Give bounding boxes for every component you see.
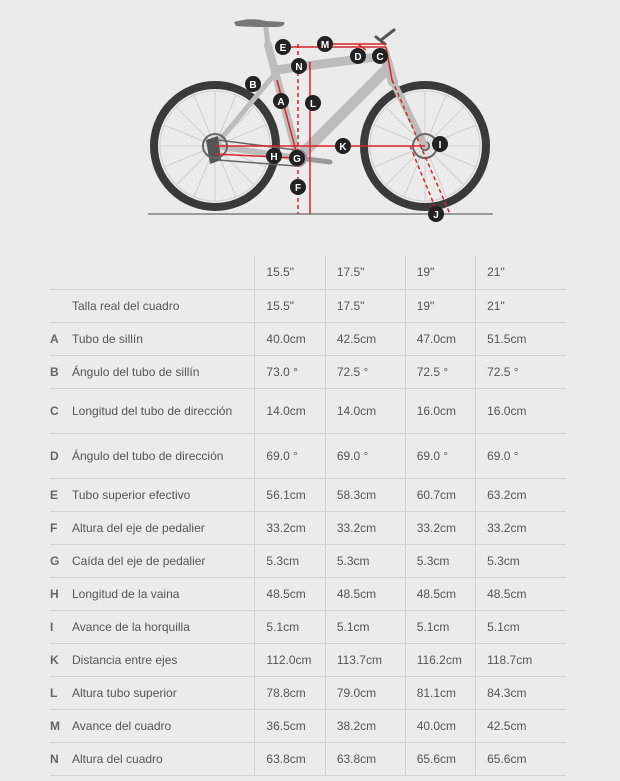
table-cell: 5.3cm — [255, 544, 325, 577]
table-row — [50, 322, 566, 355]
row-letter: F — [50, 520, 58, 535]
table-cell: 36.5cm — [255, 709, 325, 742]
table-cell: 15.5" — [255, 289, 325, 322]
marker-m — [317, 36, 333, 52]
table-cell: 72.5 ° — [476, 355, 566, 388]
row-name: Avance del cuadro — [72, 718, 172, 733]
geometry-table — [50, 256, 566, 776]
row-letter: I — [50, 619, 54, 634]
bike-geometry-diagram — [0, 0, 620, 230]
table-cell: 42.5cm — [476, 709, 566, 742]
table-row — [50, 544, 566, 577]
table-cell: 73.0 ° — [255, 355, 325, 388]
marker-j — [428, 206, 444, 222]
table-cell: 69.0 ° — [255, 433, 325, 478]
table-cell: 48.5cm — [405, 577, 475, 610]
table-row — [50, 742, 566, 775]
table-cell: 56.1cm — [255, 478, 325, 511]
table-cell: 14.0cm — [255, 388, 325, 433]
table-cell: 51.5cm — [476, 322, 566, 355]
row-letter: A — [50, 331, 59, 346]
row-name: Altura tubo superior — [72, 685, 177, 700]
row-label — [50, 433, 255, 478]
row-letter: L — [50, 685, 58, 700]
table-cell: 5.1cm — [325, 610, 405, 643]
row-letter: N — [50, 751, 59, 766]
marker-a — [273, 93, 289, 109]
table-cell: 38.2cm — [325, 709, 405, 742]
size-header: 19" — [405, 256, 475, 289]
row-name: Avance de la horquilla — [72, 619, 190, 634]
svg-text:L: L — [309, 99, 317, 110]
table-cell: 40.0cm — [405, 709, 475, 742]
table-cell: 78.8cm — [255, 676, 325, 709]
table-row — [50, 577, 566, 610]
table-cell: 33.2cm — [476, 511, 566, 544]
table-cell: 16.0cm — [476, 388, 566, 433]
table-cell: 17.5" — [325, 289, 405, 322]
table-cell: 5.1cm — [405, 610, 475, 643]
row-letter: K — [50, 652, 59, 667]
table-cell: 47.0cm — [405, 322, 475, 355]
table-row — [50, 511, 566, 544]
svg-text:C: C — [376, 52, 384, 63]
size-header: 21" — [476, 256, 566, 289]
marker-c — [372, 48, 388, 64]
svg-text:D: D — [354, 52, 362, 63]
table-row — [50, 676, 566, 709]
marker-b — [245, 76, 261, 92]
row-name: Longitud de la vaina — [72, 586, 180, 601]
row-label — [50, 544, 255, 577]
row-name: Distancia entre ejes — [72, 652, 178, 667]
marker-f — [290, 179, 306, 195]
row-name: Longitud del tubo de dirección — [72, 403, 233, 418]
svg-text:G: G — [293, 154, 301, 165]
svg-text:J: J — [433, 210, 439, 221]
row-letter: M — [50, 718, 60, 733]
table-cell: 112.0cm — [255, 643, 325, 676]
table-cell: 116.2cm — [405, 643, 475, 676]
marker-l — [305, 95, 321, 111]
row-label — [50, 511, 255, 544]
row-letter: C — [50, 403, 59, 418]
table-cell: 21" — [476, 289, 566, 322]
row-label — [50, 355, 255, 388]
row-name: Ángulo del tubo de sillín — [72, 364, 200, 379]
table-cell: 5.3cm — [325, 544, 405, 577]
marker-k — [335, 138, 351, 154]
size-header-row — [50, 256, 566, 289]
svg-text:B: B — [249, 80, 257, 91]
table-cell: 19" — [405, 289, 475, 322]
svg-text:N: N — [295, 62, 303, 73]
table-cell: 118.7cm — [476, 643, 566, 676]
row-name: Tubo superior efectivo — [72, 487, 191, 502]
svg-text:I: I — [438, 140, 442, 151]
table-cell: 65.6cm — [476, 742, 566, 775]
row-label — [50, 742, 255, 775]
row-name: Tubo de sillín — [72, 331, 143, 346]
chain-bottom — [218, 160, 296, 166]
row-letter: G — [50, 553, 60, 568]
table-cell: 5.3cm — [405, 544, 475, 577]
marker-h — [266, 148, 282, 164]
table-cell: 33.2cm — [405, 511, 475, 544]
table-cell: 58.3cm — [325, 478, 405, 511]
svg-text:K: K — [339, 142, 347, 153]
table-row — [50, 433, 566, 478]
table-cell: 72.5 ° — [325, 355, 405, 388]
table-cell: 79.0cm — [325, 676, 405, 709]
row-label — [50, 478, 255, 511]
handlebar — [376, 30, 394, 44]
table-cell: 16.0cm — [405, 388, 475, 433]
table-row — [50, 643, 566, 676]
row-letter: B — [50, 364, 59, 379]
table-cell: 69.0 ° — [476, 433, 566, 478]
row-label — [50, 322, 255, 355]
table-cell: 42.5cm — [325, 322, 405, 355]
table-cell: 48.5cm — [476, 577, 566, 610]
row-label — [50, 610, 255, 643]
table-row — [50, 388, 566, 433]
table-cell: 63.8cm — [255, 742, 325, 775]
table-cell: 40.0cm — [255, 322, 325, 355]
table-cell: 5.1cm — [255, 610, 325, 643]
table-cell: 60.7cm — [405, 478, 475, 511]
table-row — [50, 478, 566, 511]
row-name: Ángulo del tubo de dirección — [72, 448, 224, 463]
table-cell: 69.0 ° — [405, 433, 475, 478]
svg-text:E: E — [279, 43, 287, 54]
row-label — [50, 676, 255, 709]
table-cell: 33.2cm — [325, 511, 405, 544]
table-cell: 113.7cm — [325, 643, 405, 676]
svg-text:M: M — [320, 40, 330, 51]
table-row — [50, 289, 566, 322]
marker-d — [350, 48, 366, 64]
row-label — [50, 388, 255, 433]
row-name: Altura del eje de pedalier — [72, 520, 205, 535]
row-letter: D — [50, 448, 59, 463]
row-label — [50, 577, 255, 610]
svg-text:H: H — [270, 152, 278, 163]
row-name: Altura del cuadro — [72, 751, 163, 766]
row-label — [50, 289, 255, 322]
marker-g — [289, 150, 305, 166]
table-cell: 65.6cm — [405, 742, 475, 775]
row-letter: E — [50, 487, 59, 502]
table-cell: 5.3cm — [476, 544, 566, 577]
table-row — [50, 610, 566, 643]
svg-text:F: F — [294, 183, 302, 194]
table-cell: 5.1cm — [476, 610, 566, 643]
table-cell: 48.5cm — [255, 577, 325, 610]
table-cell: 48.5cm — [325, 577, 405, 610]
row-letter: H — [50, 586, 59, 601]
row-label — [50, 709, 255, 742]
header-blank — [50, 256, 255, 289]
table-cell: 14.0cm — [325, 388, 405, 433]
table-cell: 69.0 ° — [325, 433, 405, 478]
marker-e — [275, 39, 291, 55]
table-row — [50, 709, 566, 742]
table-row — [50, 355, 566, 388]
marker-n — [291, 58, 307, 74]
size-header: 15.5" — [255, 256, 325, 289]
svg-text:A: A — [277, 97, 285, 108]
marker-i — [432, 136, 448, 152]
table-cell: 63.2cm — [476, 478, 566, 511]
table-cell: 81.1cm — [405, 676, 475, 709]
table-cell: 84.3cm — [476, 676, 566, 709]
table-cell: 63.8cm — [325, 742, 405, 775]
size-header: 17.5" — [325, 256, 405, 289]
table-cell: 72.5 ° — [405, 355, 475, 388]
row-label — [50, 643, 255, 676]
row-name: Talla real del cuadro — [72, 298, 180, 313]
saddle — [234, 19, 284, 27]
row-name: Caída del eje de pedalier — [72, 553, 206, 568]
table-cell: 33.2cm — [255, 511, 325, 544]
